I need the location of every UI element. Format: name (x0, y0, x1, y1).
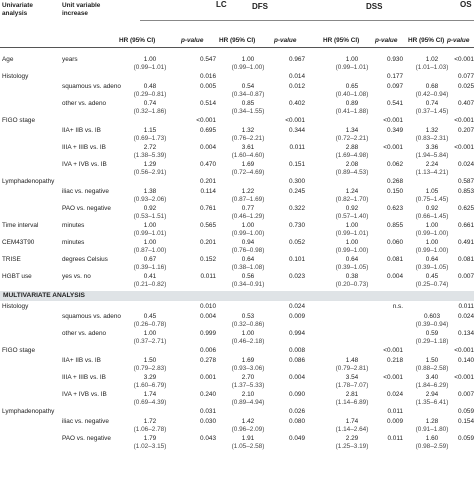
hr-label-dss: HR (95% CI) (323, 37, 360, 44)
ci-value: (1.05–2.58) (231, 443, 265, 450)
hr-value: 1.00 (425, 239, 439, 246)
hr-value: 1.00 (143, 56, 157, 63)
ci-value: (0.37–1.45) (415, 108, 449, 115)
hr-value: 0.89 (345, 100, 359, 107)
p-label-lc: p-value (181, 37, 204, 44)
row-unit: degrees Celsius (62, 256, 108, 263)
ci-value: (0.29–1.18) (415, 338, 449, 345)
hr-value: 2.94 (425, 391, 439, 398)
row-variable: Age (2, 56, 14, 63)
p-value: 0.081 (458, 256, 474, 263)
p-value: 0.016 (200, 73, 216, 80)
hr-value: 1.91 (241, 435, 255, 442)
hr-value: 0.74 (143, 100, 157, 107)
hr-value: 1.00 (143, 222, 157, 229)
hr-value: 1.22 (241, 188, 255, 195)
p-value: 0.030 (200, 418, 216, 425)
p-label-os: p-value (447, 37, 470, 44)
p-value: 0.565 (200, 222, 216, 229)
ci-value: (0.42–0.94) (415, 91, 449, 98)
p-value: 0.011 (458, 303, 474, 310)
hr-value: 1.00 (345, 222, 359, 229)
ci-value: (0.32–1.86) (133, 108, 167, 115)
p-value: 0.090 (289, 391, 305, 398)
p-value: 0.547 (200, 56, 216, 63)
ci-value: (0.96–2.09) (231, 426, 265, 433)
ci-value: (1.78–7.07) (335, 382, 369, 389)
row-unit: squamous vs. adeno (62, 313, 121, 320)
p-value: 0.011 (387, 408, 403, 415)
ci-value: (0.76–2.21) (231, 135, 265, 142)
p-value: 0.026 (289, 408, 305, 415)
ci-value: (0.39–0.94) (415, 321, 449, 328)
p-value: 0.207 (458, 127, 474, 134)
row-unit: IVA + IVB vs. IB (62, 391, 107, 398)
ci-value: (1.25–3.19) (335, 443, 369, 450)
hr-value: 1.42 (241, 418, 255, 425)
ci-value: (0.72–2.21) (335, 135, 369, 142)
hr-value: 0.54 (241, 83, 255, 90)
header-col1-line2: analysis (2, 10, 28, 17)
p-value: 0.024 (387, 391, 403, 398)
ci-value: (0.46–2.18) (231, 338, 265, 345)
ci-value: (1.60–6.79) (133, 382, 167, 389)
ci-value: (1.35–6.41) (415, 399, 449, 406)
p-value: 0.004 (289, 374, 305, 381)
p-value: 0.060 (387, 239, 403, 246)
p-value: 0.761 (200, 205, 216, 212)
hr-value: 1.50 (425, 357, 439, 364)
hr-value: 1.74 (143, 391, 157, 398)
p-value: 0.007 (458, 273, 474, 280)
hr-value: 1.69 (241, 161, 255, 168)
ci-value: (0.29–0.81) (133, 91, 167, 98)
ci-value: (0.89–4.53) (335, 169, 369, 176)
group-lc: LC (216, 0, 227, 9)
ci-value: (0.37–2.71) (133, 338, 167, 345)
hr-value: 2.08 (345, 161, 359, 168)
hr-value: 0.94 (241, 239, 255, 246)
ci-value: (0.93–3.06) (231, 365, 265, 372)
hr-value: 1.79 (143, 435, 157, 442)
hr-value: 1.00 (425, 222, 439, 229)
hr-value: 0.74 (425, 100, 439, 107)
row-unit: IVA + IVB vs. IB (62, 161, 107, 168)
ci-value: (0.56–2.91) (133, 169, 167, 176)
hr-value: 0.59 (425, 330, 439, 337)
hr-value: 1.28 (425, 418, 439, 425)
p-value: 0.491 (458, 239, 474, 246)
p-value: <0.001 (383, 117, 403, 124)
ci-value: (1.38–5.39) (133, 152, 167, 159)
row-unit: IIIA + IIIB vs. IB (62, 144, 106, 151)
hr-value: 3.29 (143, 374, 157, 381)
p-value: <0.001 (383, 374, 403, 381)
p-value: 0.140 (458, 357, 474, 364)
p-value: 0.008 (289, 347, 305, 354)
ci-value: (0.79–2.83) (133, 365, 167, 372)
p-value: 0.154 (458, 418, 474, 425)
hr-value: 2.72 (143, 144, 157, 151)
p-value: 0.031 (200, 408, 216, 415)
p-value: 0.101 (289, 256, 305, 263)
ci-value: (0.99–1.00) (335, 247, 369, 254)
ci-value: (1.60–4.60) (231, 152, 265, 159)
p-value: 0.730 (289, 222, 305, 229)
row-unit: PAO vs. negative (62, 435, 111, 442)
ci-value: (1.94–5.84) (415, 152, 449, 159)
ci-value: (0.99–1.01) (335, 64, 369, 71)
p-value: 0.623 (387, 205, 403, 212)
p-value: 0.541 (387, 100, 403, 107)
p-value: 0.218 (387, 357, 403, 364)
hr-value: 0.48 (143, 83, 157, 90)
ci-value: (0.20–0.73) (335, 281, 369, 288)
ci-value: (0.21–0.82) (133, 281, 167, 288)
row-unit: minutes (62, 239, 85, 246)
p-value: 0.201 (200, 239, 216, 246)
row-variable: Time interval (2, 222, 39, 229)
hr-value: 3.40 (425, 374, 439, 381)
hr-value: 0.65 (345, 83, 359, 90)
p-value: 0.012 (289, 83, 305, 90)
ci-value: (1.84–6.29) (415, 382, 449, 389)
row-variable: Histology (2, 303, 29, 310)
hr-value: 1.02 (425, 56, 439, 63)
header-col1-line1: Univariate (2, 2, 33, 9)
hr-value: 1.34 (345, 127, 359, 134)
hr-value: 0.45 (143, 313, 157, 320)
row-variable: Lymphadenopathy (2, 178, 55, 185)
p-value: <0.001 (454, 56, 474, 63)
ci-value: (0.53–1.51) (133, 213, 167, 220)
p-value: 0.024 (458, 161, 474, 168)
hr-value: 3.61 (241, 144, 255, 151)
p-value: <0.001 (285, 117, 305, 124)
hr-value: 0.92 (425, 205, 439, 212)
ci-value: (0.32–0.86) (231, 321, 265, 328)
p-value: 0.006 (200, 347, 216, 354)
p-value: 0.300 (289, 178, 305, 185)
hr-value: 3.54 (345, 374, 359, 381)
ci-value: (0.87–1.69) (231, 196, 265, 203)
ci-value: (0.34–0.87) (231, 91, 265, 98)
p-value: 0.009 (289, 313, 305, 320)
ci-value: (1.14–2.64) (335, 426, 369, 433)
hr-value: 1.00 (345, 239, 359, 246)
hr-value: 0.56 (241, 273, 255, 280)
header-col2-line1: Unit variable (62, 2, 101, 9)
hr-value: 1.15 (143, 127, 157, 134)
ci-value: (0.69–1.73) (133, 135, 167, 142)
hr-value: 0.68 (425, 83, 439, 90)
ci-value: (0.75–1.45) (415, 196, 449, 203)
row-variable: Lymphadenopathy (2, 408, 55, 415)
p-value: 0.695 (200, 127, 216, 134)
hr-value: 1.50 (143, 357, 157, 364)
ci-value: (0.34–0.91) (231, 281, 265, 288)
row-unit: other vs. adeno (62, 330, 107, 337)
p-value: 0.967 (289, 56, 305, 63)
p-value: 0.004 (200, 313, 216, 320)
group-os: OS (460, 0, 472, 9)
p-value: 0.011 (200, 273, 216, 280)
p-value: 0.853 (458, 188, 474, 195)
hr-value: 1.38 (143, 188, 157, 195)
p-value: 0.011 (387, 435, 403, 442)
row-unit: IIIA + IIIB vs. IB (62, 374, 106, 381)
hr-value: 1.00 (143, 330, 157, 337)
row-variable: TRISE (2, 256, 21, 263)
ci-value: (0.76–0.98) (231, 247, 265, 254)
p-value: <0.001 (454, 347, 474, 354)
ci-value: (0.99–1.00) (231, 64, 265, 71)
row-variable: Histology (2, 73, 29, 80)
hr-value: 1.00 (241, 330, 255, 337)
p-value: 0.062 (387, 161, 403, 168)
ci-value: (0.83–2.31) (415, 135, 449, 142)
p-value: <0.001 (196, 117, 216, 124)
p-value: 0.014 (289, 73, 305, 80)
ci-value: (0.34–1.55) (231, 108, 265, 115)
row-unit: years (62, 56, 78, 63)
hr-label-os: HR (95% CI) (408, 37, 445, 44)
p-value: 0.150 (387, 188, 403, 195)
ci-value: (0.72–4.69) (231, 169, 265, 176)
ci-value: (0.39–1.16) (133, 264, 167, 271)
ci-value: (0.93–2.06) (133, 196, 167, 203)
ci-value: (0.91–1.80) (415, 426, 449, 433)
p-value: 0.855 (387, 222, 403, 229)
ci-value: (0.82–1.70) (335, 196, 369, 203)
ci-value: (1.13–4.21) (415, 169, 449, 176)
row-unit: yes vs. no (62, 273, 91, 280)
hr-value: 0.603 (424, 313, 440, 320)
p-value: 0.086 (289, 357, 305, 364)
hr-value: 3.36 (425, 144, 439, 151)
ci-value: (0.38–1.08) (231, 264, 265, 271)
group-rule (140, 20, 474, 21)
ci-value: (0.66–1.45) (415, 213, 449, 220)
hr-value: 1.00 (241, 222, 255, 229)
ci-value: (0.79–2.81) (335, 365, 369, 372)
hr-value: 1.24 (345, 188, 359, 195)
row-unit: minutes (62, 222, 85, 229)
p-value: 0.059 (458, 435, 474, 442)
row-variable: FIGO stage (2, 347, 36, 354)
row-unit: squamous vs. adeno (62, 83, 121, 90)
group-dss: DSS (366, 2, 383, 11)
hr-value: 0.85 (241, 100, 255, 107)
ci-value: (0.88–2.58) (415, 365, 449, 372)
p-value: 0.201 (200, 178, 216, 185)
ci-value: (0.99–1.01) (133, 64, 167, 71)
ci-value: (0.99–1.00) (415, 230, 449, 237)
p-value: 0.245 (289, 188, 305, 195)
p-value: 0.080 (289, 418, 305, 425)
p-value: <0.001 (454, 374, 474, 381)
ci-value: (0.26–0.78) (133, 321, 167, 328)
p-value: 0.999 (200, 330, 216, 337)
ci-value: (0.98–2.59) (415, 443, 449, 450)
p-value: 0.278 (200, 357, 216, 364)
row-unit: iliac vs. negative (62, 188, 109, 195)
ci-value: (1.02–3.15) (133, 443, 167, 450)
p-value: 0.625 (458, 205, 474, 212)
p-value: 0.470 (200, 161, 216, 168)
p-value: 0.344 (289, 127, 305, 134)
p-value: 0.240 (200, 391, 216, 398)
ci-value: (1.37–5.33) (231, 382, 265, 389)
header-bottom-rule (0, 47, 474, 48)
p-value: 0.114 (200, 188, 216, 195)
ci-value: (0.57–1.40) (335, 213, 369, 220)
header-col2-line2: increase (62, 10, 88, 17)
p-value: 0.010 (200, 303, 216, 310)
hr-value: 0.41 (143, 273, 157, 280)
multivariate-band (0, 291, 474, 301)
p-value: 0.011 (289, 144, 305, 151)
hr-value: 1.48 (345, 357, 359, 364)
p-value: 0.661 (458, 222, 474, 229)
p-value: 0.052 (289, 239, 305, 246)
p-value: 0.134 (458, 330, 474, 337)
hr-value: 0.53 (241, 313, 255, 320)
hr-value: 0.64 (241, 256, 255, 263)
p-value: <0.001 (454, 117, 474, 124)
p-value: 0.402 (289, 100, 305, 107)
hr-value: 0.67 (143, 256, 157, 263)
hr-value: 2.70 (241, 374, 255, 381)
hr-value: 2.24 (425, 161, 439, 168)
p-label-dss: p-value (375, 37, 398, 44)
row-unit: PAO vs. negative (62, 205, 111, 212)
p-value: <0.001 (454, 144, 474, 151)
ci-value: (0.87–1.00) (133, 247, 167, 254)
p-value: 0.024 (289, 303, 305, 310)
ci-value: (0.39–1.05) (415, 264, 449, 271)
hr-label-dfs: HR (95% CI) (219, 37, 256, 44)
hr-value: 1.29 (143, 161, 157, 168)
p-value: 0.081 (387, 256, 403, 263)
hr-value: 0.45 (425, 273, 439, 280)
p-value: 0.049 (289, 435, 305, 442)
hr-value: 0.38 (345, 273, 359, 280)
p-value: 0.043 (200, 435, 216, 442)
row-unit: IIA+ IIB vs. IB (62, 357, 101, 364)
row-variable: CEM43T90 (2, 239, 35, 246)
ci-value: (0.99–1.01) (133, 230, 167, 237)
ci-value: (0.69–4.39) (133, 399, 167, 406)
p-value: 0.152 (200, 256, 216, 263)
hr-value: 1.74 (345, 418, 359, 425)
hr-value: 0.92 (345, 205, 359, 212)
ci-value: (0.99–1.00) (415, 247, 449, 254)
p-value: 0.004 (200, 144, 216, 151)
p-value: 0.407 (458, 100, 474, 107)
hr-value: 1.72 (143, 418, 157, 425)
hr-label-lc: HR (95% CI) (119, 37, 156, 44)
p-value: 0.024 (458, 313, 474, 320)
hr-value: 0.77 (241, 205, 255, 212)
hr-value: 1.32 (425, 127, 439, 134)
row-unit: other vs. adeno (62, 100, 107, 107)
p-value: 0.177 (387, 73, 403, 80)
p-value: 0.994 (289, 330, 305, 337)
hr-value: 1.00 (143, 239, 157, 246)
hr-value: 2.88 (345, 144, 359, 151)
p-value: <0.001 (383, 144, 403, 151)
ci-value: (1.69–4.98) (335, 152, 369, 159)
hr-value: 2.10 (241, 391, 255, 398)
p-value: 0.930 (387, 56, 403, 63)
multivariate-title: MULTIVARIATE ANALYSIS (3, 292, 85, 299)
p-value: 0.007 (458, 391, 474, 398)
ci-value: (1.01–1.03) (415, 64, 449, 71)
p-value: 0.268 (387, 178, 403, 185)
ci-value: (1.14–6.89) (335, 399, 369, 406)
table-header (0, 0, 474, 48)
hr-value: 1.60 (425, 435, 439, 442)
p-label-dfs: p-value (274, 37, 297, 44)
ci-value: (0.25–0.74) (415, 281, 449, 288)
hr-value: 0.64 (425, 256, 439, 263)
row-variable: FIGO stage (2, 117, 36, 124)
hr-value: 1.69 (241, 357, 255, 364)
ci-value: (0.99–1.01) (335, 230, 369, 237)
ci-value: (0.46–1.29) (231, 213, 265, 220)
p-value: 0.009 (387, 418, 403, 425)
row-variable: HGBT use (2, 273, 32, 280)
hr-value: 2.81 (345, 391, 359, 398)
p-value: 0.097 (387, 83, 403, 90)
row-unit: iliac vs. negative (62, 418, 109, 425)
row-unit: IIA+ IIB vs. IB (62, 127, 101, 134)
p-value: 0.151 (289, 161, 305, 168)
hr-value: 2.29 (345, 435, 359, 442)
p-value: 0.587 (458, 178, 474, 185)
hr-value: 1.05 (425, 188, 439, 195)
p-value: 0.004 (387, 273, 403, 280)
p-value: 0.349 (387, 127, 403, 134)
ci-value: (0.41–1.88) (335, 108, 369, 115)
p-value: 0.025 (458, 83, 474, 90)
hr-value: 1.00 (345, 56, 359, 63)
p-value: 0.322 (289, 205, 305, 212)
hr-value: 0.64 (345, 256, 359, 263)
hr-value: 1.32 (241, 127, 255, 134)
p-value: 0.059 (458, 408, 474, 415)
p-value: 0.023 (289, 273, 305, 280)
ci-value: (1.06–2.78) (133, 426, 167, 433)
p-value: n.s. (392, 303, 403, 310)
hr-value: 1.00 (241, 56, 255, 63)
ci-value: (0.89–4.94) (231, 399, 265, 406)
p-value: 0.077 (458, 73, 474, 80)
ci-value: (0.40–1.08) (335, 91, 369, 98)
group-dfs: DFS (252, 2, 268, 11)
ci-value: (0.39–1.05) (335, 264, 369, 271)
p-value: 0.001 (200, 374, 216, 381)
p-value: <0.001 (383, 347, 403, 354)
hr-value: 0.92 (143, 205, 157, 212)
p-value: 0.514 (200, 100, 216, 107)
p-value: 0.005 (200, 83, 216, 90)
ci-value: (0.99–1.00) (231, 230, 265, 237)
